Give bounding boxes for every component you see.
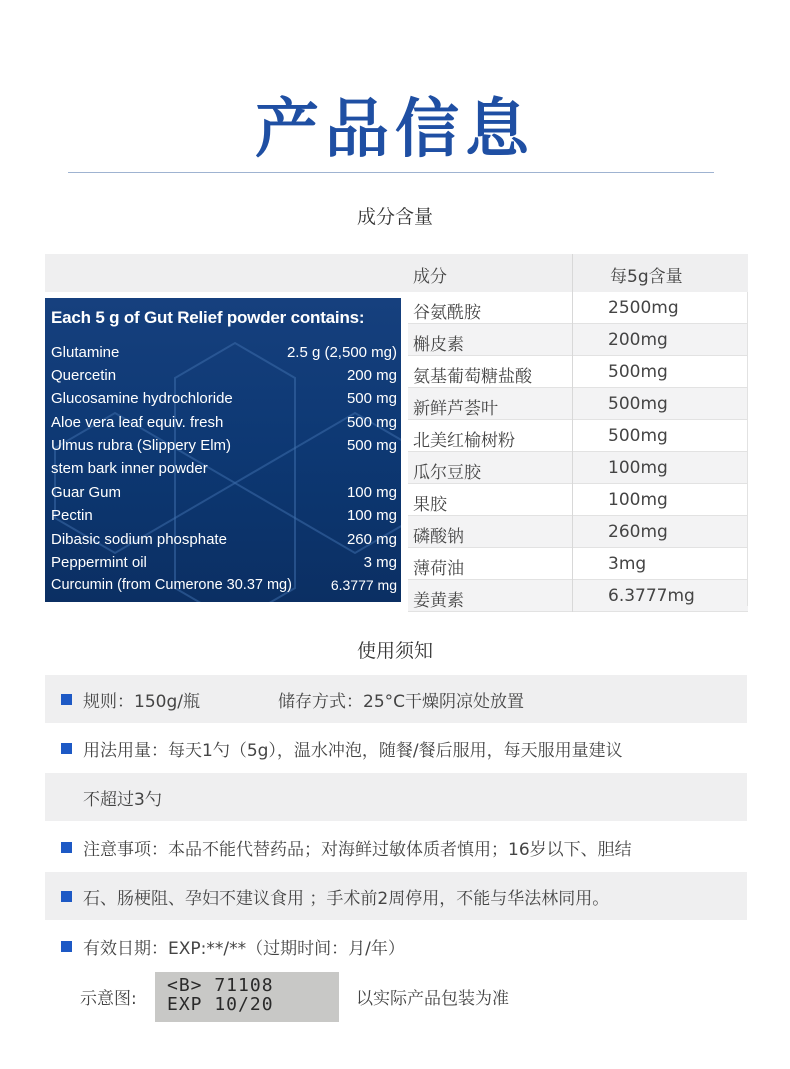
sample-line-1: <B> 71108 [167,975,274,996]
dosage-text-2: 不超过3勺 [83,790,162,810]
label-row [51,414,397,436]
bullet-icon [61,842,72,853]
label-ingredient-name: Glutamine [51,344,120,361]
ingredient-name: 新鲜芦荟叶 [413,399,498,419]
table-row [408,324,748,356]
sample-line-2: EXP 10/20 [167,994,274,1015]
label-ingredient-name: Guar Gum [51,484,122,501]
label-ingredient-name: Pectin [51,507,93,524]
ingredient-amount: 500mg [608,394,668,414]
column-header-name: 成分 [413,267,447,287]
table-row [408,452,748,484]
caution-text-2: 石、肠梗阻、孕妇不建议食用 ；手术前2周停用，不能与华法林同用。 [83,889,610,909]
column-divider [572,452,573,484]
column-divider [572,356,573,388]
label-row [51,554,397,576]
column-divider [572,388,573,420]
label-row [51,577,397,599]
storage-text: 储存方式：25°C干燥阴凉处放置 [278,692,525,712]
label-ingredient-name: Glucosamine hydrochloride [51,390,233,407]
label-title: Each 5 g of Gut Relief powder contains: [51,308,365,327]
bullet-icon [61,891,72,902]
ingredient-table [408,292,748,612]
label-row [51,484,397,506]
ingredient-name: 槲皮素 [413,335,464,355]
column-divider [572,420,573,452]
sample-note: 以实际产品包装为准 [356,989,509,1009]
column-divider [572,324,573,356]
note-caution [45,823,747,871]
table-row [408,420,748,452]
label-ingredient-amount: 200 mg [346,367,397,384]
ingredient-amount: 100mg [608,490,668,510]
label-row [51,437,397,459]
ingredient-amount: 3mg [608,554,647,574]
table-row [408,356,748,388]
ingredient-name: 姜黄素 [413,591,464,611]
ingredient-name: 磷酸钠 [413,527,464,547]
label-row [51,390,397,412]
column-divider [572,254,573,292]
ingredients-heading: 成分含量 [356,206,433,228]
ingredient-amount: 6.3777mg [608,586,695,606]
label-ingredient-name: Curcumin (from Cumerone 30.37 mg) [51,577,292,593]
label-ingredient-amount: 260 mg [346,531,397,548]
note-spec [45,675,747,723]
bullet-icon [61,694,72,705]
expiry-text: 有效日期：EXP:**/**（过期时间：月/年） [83,939,405,959]
bullet-icon [61,941,72,952]
spec-text: 规则：150g/瓶 [83,692,200,712]
ingredient-name: 瓜尔豆胶 [413,463,481,483]
label-ingredient-name: Aloe vera leaf equiv. fresh [51,414,224,431]
label-ingredient-amount: 6.3777 mg [330,577,397,593]
column-header-amount: 每5g含量 [610,267,683,287]
note-dosage-cont [45,773,747,821]
page-title: 产品信息 [255,93,535,167]
table-row [408,388,748,420]
label-ingredient-amount: 500 mg [346,437,397,454]
label-row [51,460,393,482]
table-row [408,580,748,612]
table-row [408,292,748,324]
ingredient-amount: 260mg [608,522,668,542]
label-ingredient-amount: 500 mg [346,414,397,431]
label-ingredient-name: Ulmus rubra (Slippery Elm) [51,437,232,454]
ingredient-amount: 2500mg [608,298,679,318]
ingredient-name: 谷氨酰胺 [413,303,481,323]
ingredient-name: 果胶 [413,495,447,515]
column-divider [572,548,573,580]
ingredient-amount: 100mg [608,458,668,478]
ingredient-amount: 500mg [608,426,668,446]
label-ingredient-amount: 100 mg [346,507,397,524]
label-ingredient-amount: 100 mg [346,484,397,501]
ingredient-table-header [45,254,748,292]
title-divider [68,172,714,173]
label-row [51,531,397,553]
ingredient-amount: 200mg [608,330,668,350]
column-divider [572,292,573,324]
table-right-border [747,292,748,606]
product-label-image [45,298,401,602]
ingredient-name: 氨基葡萄糖盐酸 [413,367,532,387]
ingredient-amount: 500mg [608,362,668,382]
ingredient-name: 薄荷油 [413,559,464,579]
column-divider [572,516,573,548]
label-ingredient-name: Quercetin [51,367,117,384]
label-row [51,367,397,389]
label-ingredient-name: stem bark inner powder [51,460,208,477]
column-divider [572,484,573,516]
note-caution-cont [45,872,747,920]
usage-heading: 使用须知 [356,640,433,662]
dosage-text-1: 用法用量：每天1勺（5g），温水冲泡，随餐/餐后服用，每天服用量建议 [83,741,623,761]
expiry-sample-image [155,972,339,1022]
caution-text-1: 注意事项：本品不能代替药品；对海鲜过敏体质者慎用；16岁以下、胆结 [83,840,632,860]
label-row [51,507,397,529]
note-dosage [45,724,747,772]
note-expiry [45,922,747,970]
column-divider [572,580,573,612]
ingredient-name: 北美红榆树粉 [413,431,515,451]
table-row [408,548,748,580]
label-row [51,344,397,366]
sample-label: 示意图: [80,989,137,1009]
table-row [408,516,748,548]
label-ingredient-name: Dibasic sodium phosphate [51,531,227,548]
label-ingredient-amount: 3 mg [363,554,397,571]
label-ingredient-amount: 500 mg [346,390,397,407]
table-row [408,484,748,516]
label-ingredient-amount: 2.5 g (2,500 mg) [286,344,397,361]
bullet-icon [61,743,72,754]
label-ingredient-name: Peppermint oil [51,554,147,571]
